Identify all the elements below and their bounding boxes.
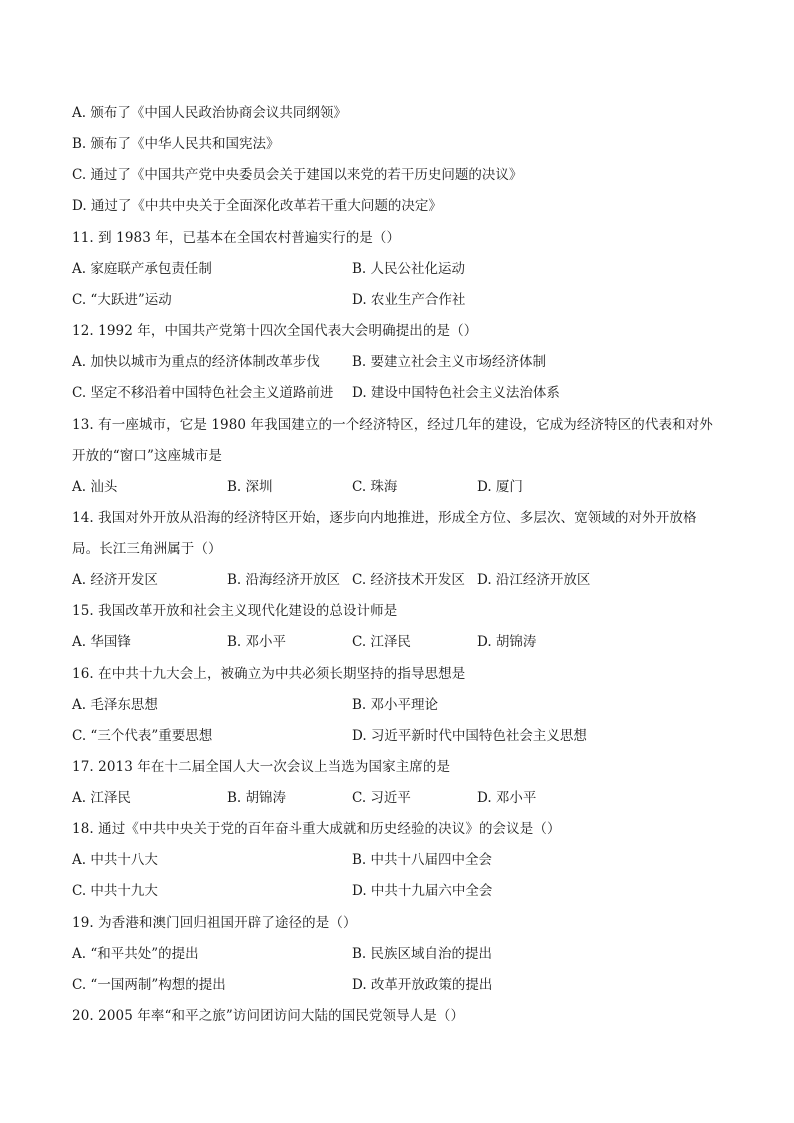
- question-20-stem: 20. 2005 年率“和平之旅”访问团访问大陆的国民党领导人是（）: [72, 1008, 465, 1024]
- question-19-stem: 19. 为香港和澳门回归祖国开辟了途径的是（）: [72, 915, 357, 931]
- question-17-option-d: D. 邓小平: [477, 790, 537, 806]
- question-19-option-c: C. “一国两制”构想的提出: [72, 977, 226, 993]
- question-16-option-a: A. 毛泽东思想: [72, 697, 158, 713]
- question-18-stem: 18. 通过《中共中央关于党的百年奋斗重大成就和历史经验的决议》的会议是（）: [72, 821, 561, 837]
- question-15-stem: 15. 我国改革开放和社会主义现代化建设的总设计师是: [72, 603, 398, 619]
- question-14-option-a: A. 经济开发区: [72, 572, 158, 588]
- question-17-option-c: C. 习近平: [352, 790, 411, 806]
- question-14-stem: 14. 我国对外开放从沿海的经济特区开始，逐步向内地推进，形成全方位、多层次、宽领域的对外开放格: [72, 510, 697, 526]
- question-18-option-c: C. 中共十九大: [72, 883, 158, 899]
- question-12-option-a: A. 加快以城市为重点的经济体制改革步伐: [72, 354, 320, 370]
- question-17-stem: 17. 2013 年在十二届全国人大一次会议上当选为国家主席的是: [72, 759, 451, 775]
- question-15-option-d: D. 胡锦涛: [477, 634, 537, 650]
- question-16-option-d: D. 习近平新时代中国特色社会主义思想: [352, 728, 587, 744]
- question-13-option-d: D. 厦门: [477, 479, 523, 495]
- question-16-option-b: B. 邓小平理论: [352, 697, 439, 713]
- question-16-stem: 16. 在中共十九大会上，被确立为中共必须长期坚持的指导思想是: [72, 666, 466, 682]
- question-11-option-d: D. 农业生产合作社: [352, 292, 466, 308]
- question-15-option-a: A. 华国锋: [72, 634, 131, 650]
- question-13-stem-cont: 开放的“窗口”这座城市是: [72, 448, 223, 464]
- question-13-option-c: C. 珠海: [352, 479, 398, 495]
- question-19-option-a: A. “和平共处”的提出: [72, 946, 199, 962]
- question-19-option-d: D. 改革开放政策的提出: [352, 977, 493, 993]
- question-12-option-c: C. 坚定不移沿着中国特色社会主义道路前进: [72, 385, 334, 401]
- option-a: A. 颁布了《中国人民政治协商会议共同纲领》: [72, 105, 347, 121]
- question-17-option-b: B. 胡锦涛: [227, 790, 287, 806]
- question-13-option-b: B. 深圳: [227, 479, 273, 495]
- question-18-option-a: A. 中共十八大: [72, 852, 158, 868]
- question-12-option-b: B. 要建立社会主义市场经济体制: [352, 354, 547, 370]
- question-19-option-b: B. 民族区域自治的提出: [352, 946, 493, 962]
- question-18-option-b: B. 中共十八届四中全会: [352, 852, 493, 868]
- question-14-option-c: C. 经济技术开发区: [352, 572, 465, 588]
- question-14-stem-cont: 局。长江三角洲属于（）: [72, 541, 222, 557]
- question-18-option-d: D. 中共十九届六中全会: [352, 883, 493, 899]
- question-11-stem: 11. 到 1983 年，已基本在全国农村普遍实行的是（）: [72, 230, 401, 246]
- question-14-option-d: D. 沿江经济开放区: [477, 572, 591, 588]
- question-12-stem: 12. 1992 年，中国共产党第十四次全国代表大会明确提出的是（）: [72, 323, 478, 339]
- question-15-option-b: B. 邓小平: [227, 634, 287, 650]
- question-11-option-c: C. “大跃进”运动: [72, 292, 172, 308]
- option-c: C. 通过了《中国共产党中央委员会关于建国以来党的若干历史问题的决议》: [72, 167, 523, 183]
- option-d: D. 通过了《中共中央关于全面深化改革若干重大问题的决定》: [72, 198, 442, 214]
- question-17-option-a: A. 江泽民: [72, 790, 131, 806]
- question-13-stem: 13. 有一座城市，它是 1980 年我国建立的一个经济特区，经过几年的建设，它成为经济特区的代表和对外: [72, 417, 713, 433]
- question-15-option-c: C. 江泽民: [352, 634, 411, 650]
- question-12-option-d: D. 建设中国特色社会主义法治体系: [352, 385, 560, 401]
- question-11-option-a: A. 家庭联产承包责任制: [72, 261, 212, 277]
- option-b: B. 颁布了《中华人民共和国宪法》: [72, 136, 280, 152]
- question-14-option-b: B. 沿海经济开放区: [227, 572, 341, 588]
- question-13-option-a: A. 汕头: [72, 479, 118, 495]
- question-11-option-b: B. 人民公社化运动: [352, 261, 466, 277]
- question-16-option-c: C. “三个代表”重要思想: [72, 728, 213, 744]
